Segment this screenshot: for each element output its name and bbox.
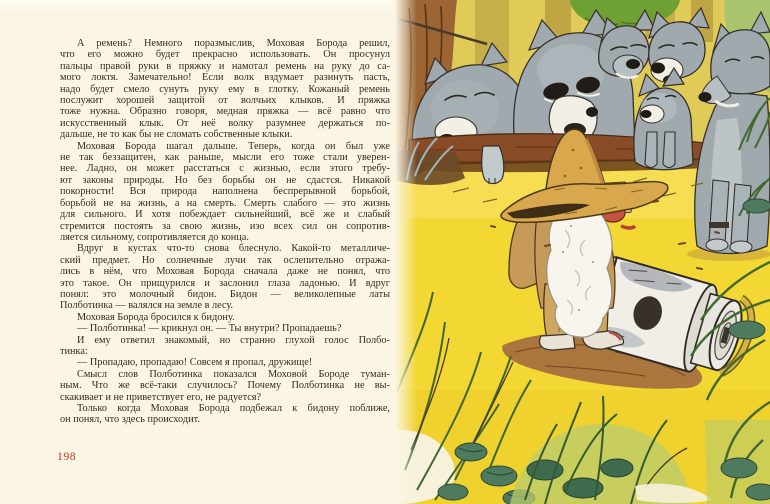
text-line: покорности! Вся природа наполнена беспрерывной борьбой, (60, 186, 390, 198)
paragraph (60, 357, 390, 368)
text-line: ляется сильному, сопротивляется до конца. (60, 231, 249, 243)
text-line: тоже нужна. Образно говоря, медная пряжка — всё равно что (60, 106, 390, 118)
text-line: стремится постоять за свою жизнь, изо всех сил он сопротив- (60, 220, 390, 232)
text-line: для сильного. И хотя побеждает сильнейший, всё же и слабый (60, 209, 390, 221)
paragraph (60, 243, 390, 311)
text-line: ют законы природы. Но без борьбы он не сдастся. Никакой (60, 174, 390, 186)
text-line: борьбой не на жизнь, а на смерть. Смерть слабого — это жизнь (60, 197, 390, 209)
paragraph (60, 335, 390, 358)
text-line: послужит хорошей защитой от волчьих клыков. И пряжка (60, 95, 390, 107)
text-line: он понял, что здесь происходит. (60, 414, 200, 426)
shoe-left (540, 334, 576, 350)
wolf-1-paw (482, 146, 504, 184)
forest-scene-illustration (395, 0, 770, 504)
text-line: дальше, не то как бы не сломать собственные клыки. (60, 129, 293, 141)
text-line: Полботинка — валялся на земле в лесу. (60, 300, 234, 312)
text-line: что его можно будет прекрасно использовать. Он просунул (60, 49, 390, 61)
text-line: Только когда Моховая Борода подбежал к бидону поближе, (77, 403, 390, 414)
text-line: надо будет смело сунуть руку ему в глотку. Кожаный ремень (60, 83, 390, 95)
text-line: — Пропадаю, пропадаю! Совсем я пропал, дружище! (77, 357, 313, 369)
gutter-fade (395, 0, 417, 504)
text-line: искусственный клык. От неё волку разумнее держаться по- (60, 117, 390, 129)
text-line: — Полботинка! — крикнул он. — Ты внутри? Пропадаешь? (77, 323, 342, 335)
text-line: нее. Ладно, он может расстаться с жизнью, если этого требу- (60, 163, 390, 175)
paragraph (60, 312, 390, 323)
text-line: Вдруг в кустах что-то снова блеснуло. Какой-то металличе- (77, 243, 390, 255)
text-line: Моховая Борода шагал дальше. Теперь, когда он был уже (77, 140, 390, 152)
text-column (60, 38, 390, 426)
paragraph (60, 403, 390, 426)
paragraph (60, 369, 390, 403)
mouth (621, 226, 635, 228)
paragraph (60, 141, 390, 244)
text-line: ский предмет. Но солнечные лучи так ослепительно отража- (60, 254, 390, 266)
text-line: это такое. Он прищурился и заслонил глаза ладонью. И вдруг (60, 277, 390, 289)
text-line: тинка: (60, 345, 88, 357)
text-line: лись в нём, что Моховая Борода сначала даже не понял, что (60, 266, 390, 278)
paragraph (60, 38, 390, 141)
right-page-illustration (395, 0, 770, 504)
text-line: скакивает и не приветствует его, не радуется? (60, 391, 262, 403)
text-line: не так беззащитен, как раньше, мысли его тоже стали уверен- (60, 152, 390, 164)
text-line: ным. Что же всё-таки случилось? Почему Полботинка не вы- (60, 380, 390, 392)
paragraph (60, 323, 390, 334)
text-line: И ему ответил знакомый, но странно глухой голос Полбо- (77, 334, 390, 346)
page-number: 198 (57, 449, 77, 463)
text-line: понял: это молочный бидон. Бидон — великолепные латы (60, 288, 390, 300)
text-line: Моховая Борода бросился к бидону. (77, 311, 235, 323)
text-line: мого локтя. Замечательно! Если волк вздумает разинуть пасть, (60, 72, 390, 84)
text-line: А ремень? Немного поразмыслив, Моховая Борода решил, (77, 38, 390, 49)
text-line: Смысл слов Полботинка показался Моховой Бороде туман- (77, 368, 390, 380)
text-line: пальцы правой руки в пряжку и намотал ремень на руку до са- (60, 60, 390, 72)
